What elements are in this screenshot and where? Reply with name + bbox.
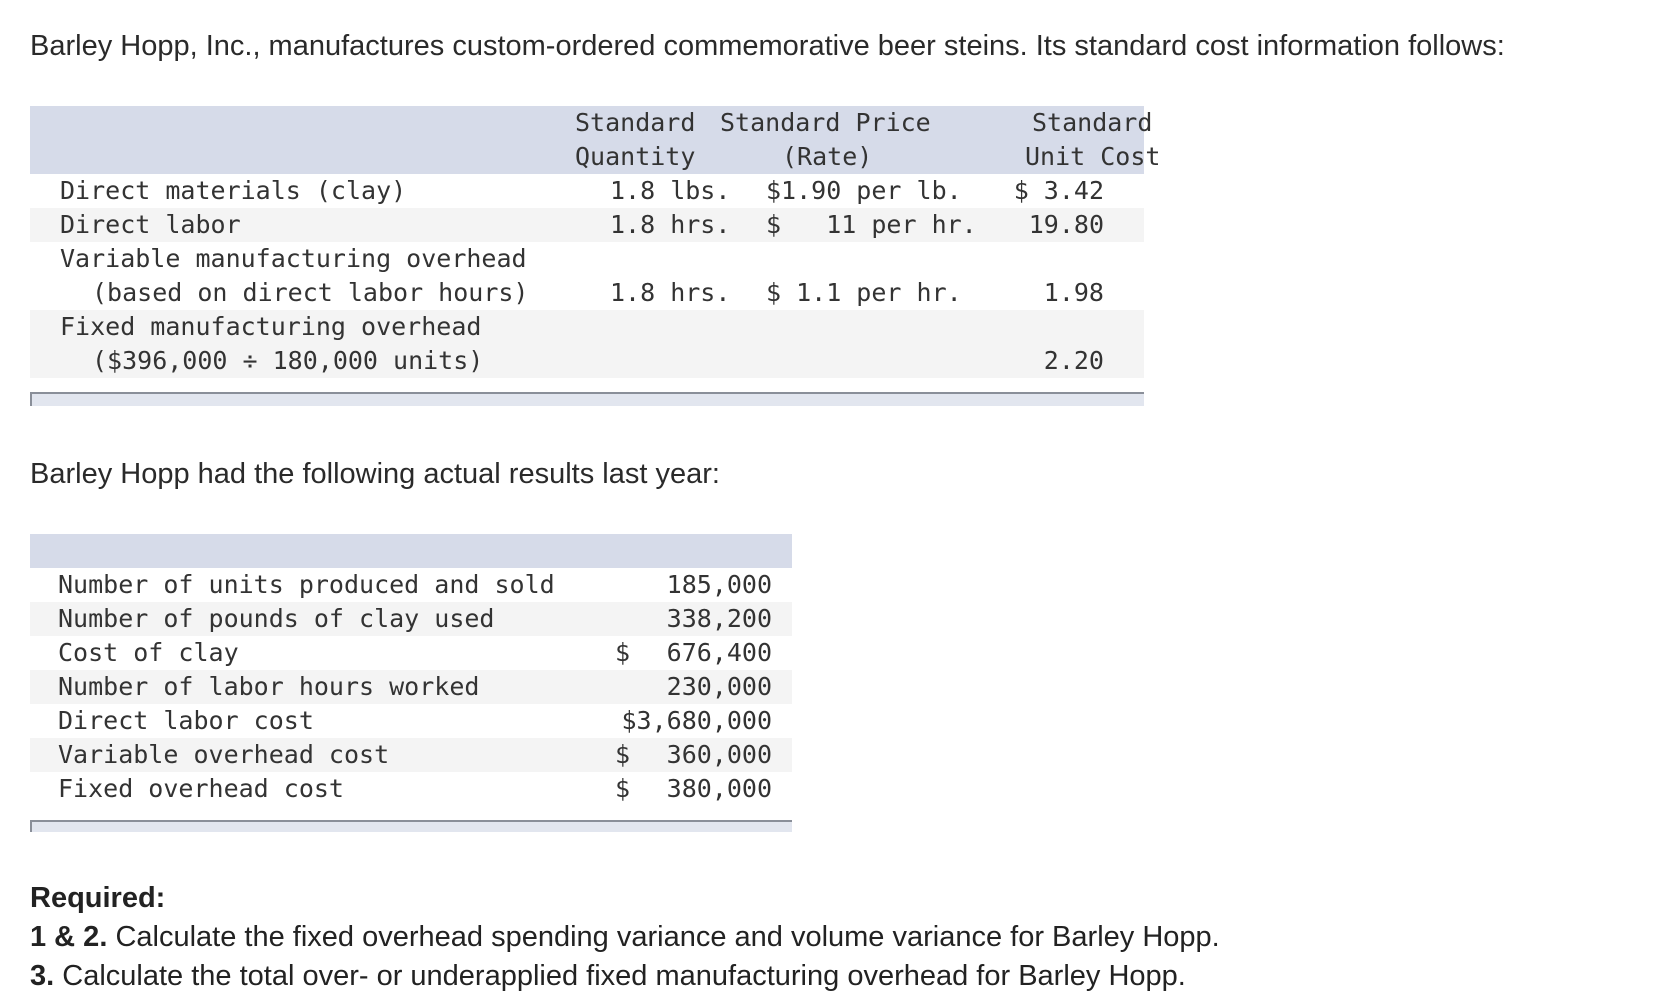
row-currency: $ <box>615 774 631 803</box>
row-currency: $ <box>615 638 631 667</box>
header-qty-line2: Quantity <box>575 142 696 171</box>
row-unit-cost: $ 3.42 <box>1013 176 1104 205</box>
table-footer-rule <box>30 820 792 832</box>
row-label-detail: ($396,000 ÷ 180,000 units) <box>92 346 484 375</box>
row-label: Fixed overhead cost <box>58 774 344 803</box>
header-price-line1: Standard Price <box>720 108 931 137</box>
required-item <box>30 921 1220 954</box>
required-section <box>30 882 1220 999</box>
required-item <box>30 960 1220 993</box>
table-row <box>30 602 792 636</box>
row-unit-cost: 19.80 <box>1028 210 1104 239</box>
required-title: Required: <box>30 882 166 914</box>
row-label: Variable overhead cost <box>58 740 390 769</box>
table-row <box>30 242 1144 310</box>
row-label: Number of units produced and sold <box>58 570 555 599</box>
row-qty: 1.8 hrs. <box>610 278 731 307</box>
table-row <box>30 738 792 772</box>
row-value: 230,000 <box>666 672 772 701</box>
row-value: 360,000 <box>666 740 772 769</box>
row-label: Variable manufacturing overhead <box>60 244 527 273</box>
standard-cost-table-header <box>30 106 1161 174</box>
table-row <box>30 568 792 602</box>
required-item-text: Calculate the total over- or underapplied fixed manufacturing overhead for Barley Hopp. <box>62 960 1186 992</box>
row-value: $3,680,000 <box>621 706 772 735</box>
row-label: Number of labor hours worked <box>58 672 480 701</box>
actual-results-table <box>30 534 792 832</box>
row-label: Direct materials (clay) <box>60 176 407 205</box>
header-unit-line1: Standard <box>1032 108 1153 137</box>
row-label: Number of pounds of clay used <box>58 604 495 633</box>
row-value: 380,000 <box>666 774 772 803</box>
row-value: 338,200 <box>666 604 772 633</box>
row-value: 676,400 <box>666 638 772 667</box>
row-currency: $ <box>615 740 631 769</box>
intro-text: Barley Hopp, Inc., manufactures custom-ordered commemorative beer steins. Its standard cost information follows: <box>30 30 1505 62</box>
row-value: 185,000 <box>666 570 772 599</box>
table-footer-rule <box>30 392 1144 406</box>
table-row <box>30 174 1144 208</box>
row-qty: 1.8 hrs. <box>610 210 731 239</box>
table-row <box>30 772 792 806</box>
row-label: Direct labor cost <box>58 706 314 735</box>
table-row <box>30 310 1144 378</box>
table-row <box>30 704 792 738</box>
required-item-number: 3. <box>30 960 55 992</box>
header-qty-line1: Standard <box>575 108 696 137</box>
table-row <box>30 208 1144 242</box>
required-item-text: Calculate the fixed overhead spending variance and volume variance for Barley Hopp. <box>115 921 1220 953</box>
header-unit-line2: Unit Cost <box>1025 142 1161 171</box>
header-price-line2: (Rate) <box>782 142 873 171</box>
row-label: Cost of clay <box>58 638 239 667</box>
standard-cost-table <box>30 106 1161 406</box>
required-item-number: 1 & 2. <box>30 921 108 953</box>
table-row <box>30 636 792 670</box>
row-price: $ 11 per hr. <box>766 210 977 239</box>
actual-results-intro: Barley Hopp had the following actual results last year: <box>30 458 720 490</box>
row-unit-cost: 1.98 <box>1043 278 1104 307</box>
row-qty: 1.8 lbs. <box>610 176 731 205</box>
table-row <box>30 670 792 704</box>
row-label: Direct labor <box>60 210 241 239</box>
row-price: $1.90 per lb. <box>766 176 962 205</box>
row-label: Fixed manufacturing overhead <box>60 312 482 341</box>
row-label-detail: (based on direct labor hours) <box>92 278 529 307</box>
actual-results-table-header <box>30 534 792 568</box>
row-price: $ 1.1 per hr. <box>766 278 962 307</box>
row-unit-cost: 2.20 <box>1043 346 1104 375</box>
